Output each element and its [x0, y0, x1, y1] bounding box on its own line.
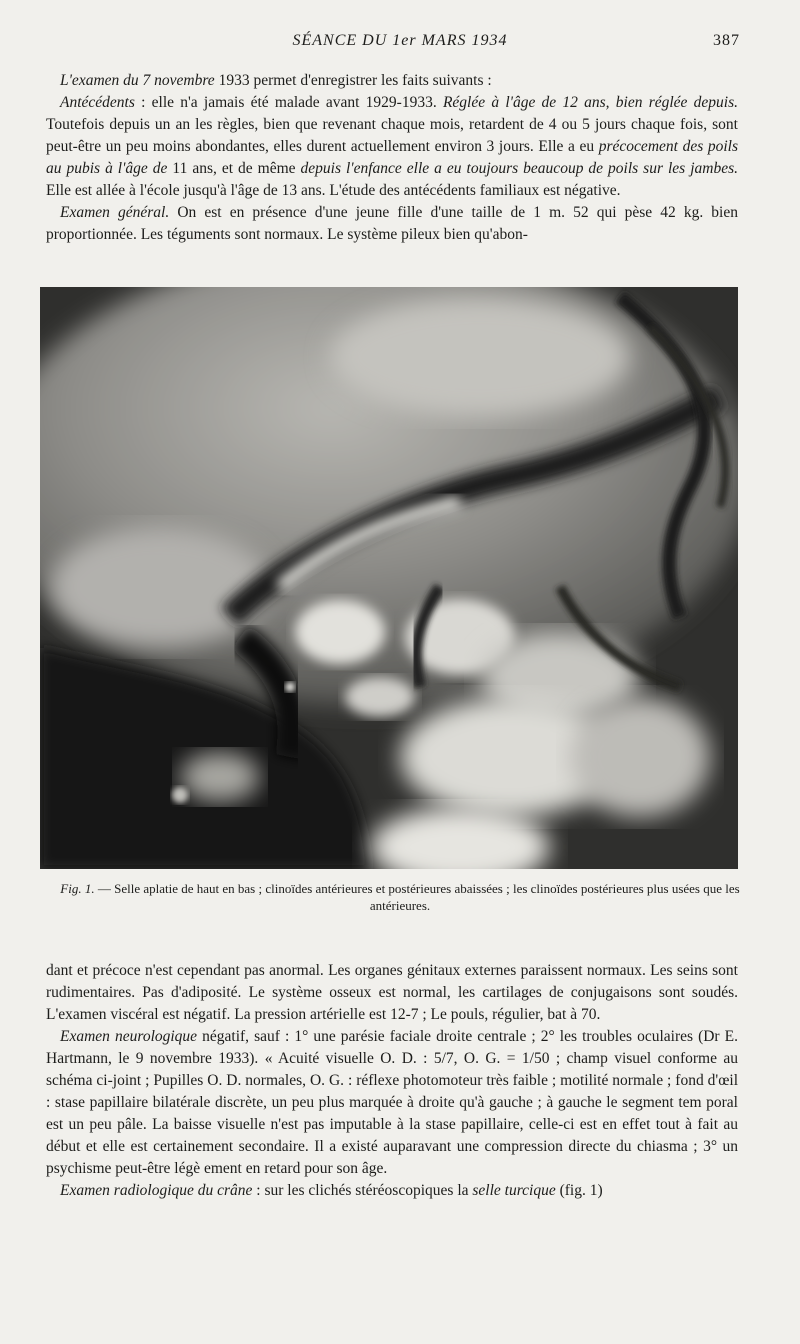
- paragraph-lead: Antécédents: [60, 94, 135, 111]
- paragraph-examen-neurologique: [46, 1026, 738, 1180]
- paragraph-text: : elle n'a jamais été malade avant 1929-1933.: [134, 94, 443, 111]
- paragraph-text: 1933 permet d'enregistrer les faits suivants :: [214, 72, 492, 89]
- paragraph-lead: L'examen du 7 novembre: [60, 72, 215, 89]
- figure-caption-text: — Selle aplatie de haut en bas ; clinoïdes antérieures et postérieures abaissées ; les clinoïdes postérieures plus usées que les antérieures.: [94, 881, 740, 913]
- paragraph-lead: Examen radiologique du crâne: [60, 1182, 253, 1199]
- paragraph-text: dant et précoce n'est cependant pas anormal. Les organes génitaux externes paraissent normaux. Les seins sont rudimentaires. Pas d'adiposité. Le système osseux est normal, les cartilages de conjugaisons sont soudés. L'examen viscéral est négatif. La pression artérielle est 12-7 ; Le pouls, régulier, bat à 70.: [46, 962, 738, 1023]
- paragraph-italic: précocement des poils au pubis à l'âge de: [46, 138, 738, 177]
- paragraph-examen-general: [46, 202, 738, 246]
- figure-caption: [60, 880, 740, 914]
- paragraph-continuation: [46, 960, 738, 1026]
- paragraph-lead: Examen neurologique: [60, 1028, 198, 1045]
- radiograph-figure: [40, 287, 738, 869]
- lower-text-block: [46, 960, 738, 1202]
- paragraph-lead: Examen général.: [60, 204, 170, 221]
- paragraph-text: négatif, sauf : 1° une parésie faciale droite centrale ; 2° les troubles oculaires (Dr E. Hartmann, le 9 novembre 1933). « Acuité visuelle O. D. : 5/7, O. G. = 1/50 ; champ visuel conforme au schéma ci-joint ; Pupilles O. D. normales, O. G. : réflexe photomoteur très faible ; motilité normale ; fond d'œil : stase papillaire bilatérale discrète, un peu plus marquée à droite qu'à gauche ; à gauche le segment tem poral est un peu pâle. La baisse visuelle n'est pas imputable à la stase papillaire, celle-ci est en effet tout à fait au début et elle est certainement secondaire. Il a existé auparavant une compression directe du chiasma ; 3° un psychisme peut-être légè ement en retard pour son âge.: [46, 1028, 738, 1177]
- paragraph-rest: Elle est allée à l'école jusqu'à l'âge de 13 ans. L'étude des antécédents familiaux est négative.: [46, 182, 621, 199]
- running-head: [0, 32, 800, 54]
- paragraph-examen-radiologique: [46, 1180, 738, 1202]
- paragraph-text: 11 ans, et de même: [167, 160, 301, 177]
- paragraph-rest: (fig. 1): [555, 1182, 603, 1199]
- paragraph-italic: selle turcique: [472, 1182, 556, 1199]
- skull-radiograph-image: [40, 287, 738, 869]
- paragraph-italic: Réglée à l'âge de 12 ans, bien réglée depuis.: [442, 94, 738, 111]
- paragraph-text: On est en présence d'une jeune fille d'une taille de 1 m. 52 qui pèse 42 kg. bien proportionnée. Les téguments sont normaux. Le système pileux bien qu'abon-: [46, 204, 738, 243]
- paragraph-text: : sur les clichés stéréoscopiques la: [252, 1182, 473, 1199]
- figure-label: Fig. 1.: [60, 881, 95, 896]
- upper-text-block: [46, 70, 738, 246]
- page-number: 387: [713, 32, 740, 49]
- paragraph-rest: Toutefois depuis un an les règles, bien que revenant chaque mois, retardent de 4 ou 5 jours chaque fois, sont peut-être un peu moins abondantes, elles durent actuellement environ 3 jours. Elle a eu: [46, 116, 738, 155]
- paragraph-antecedents: [46, 92, 738, 202]
- running-title: SÉANCE DU 1er MARS 1934: [292, 32, 508, 49]
- paragraph-italic: depuis l'enfance elle a eu toujours beaucoup de poils sur les jambes.: [300, 160, 738, 177]
- paragraph-examen-date: [46, 70, 738, 92]
